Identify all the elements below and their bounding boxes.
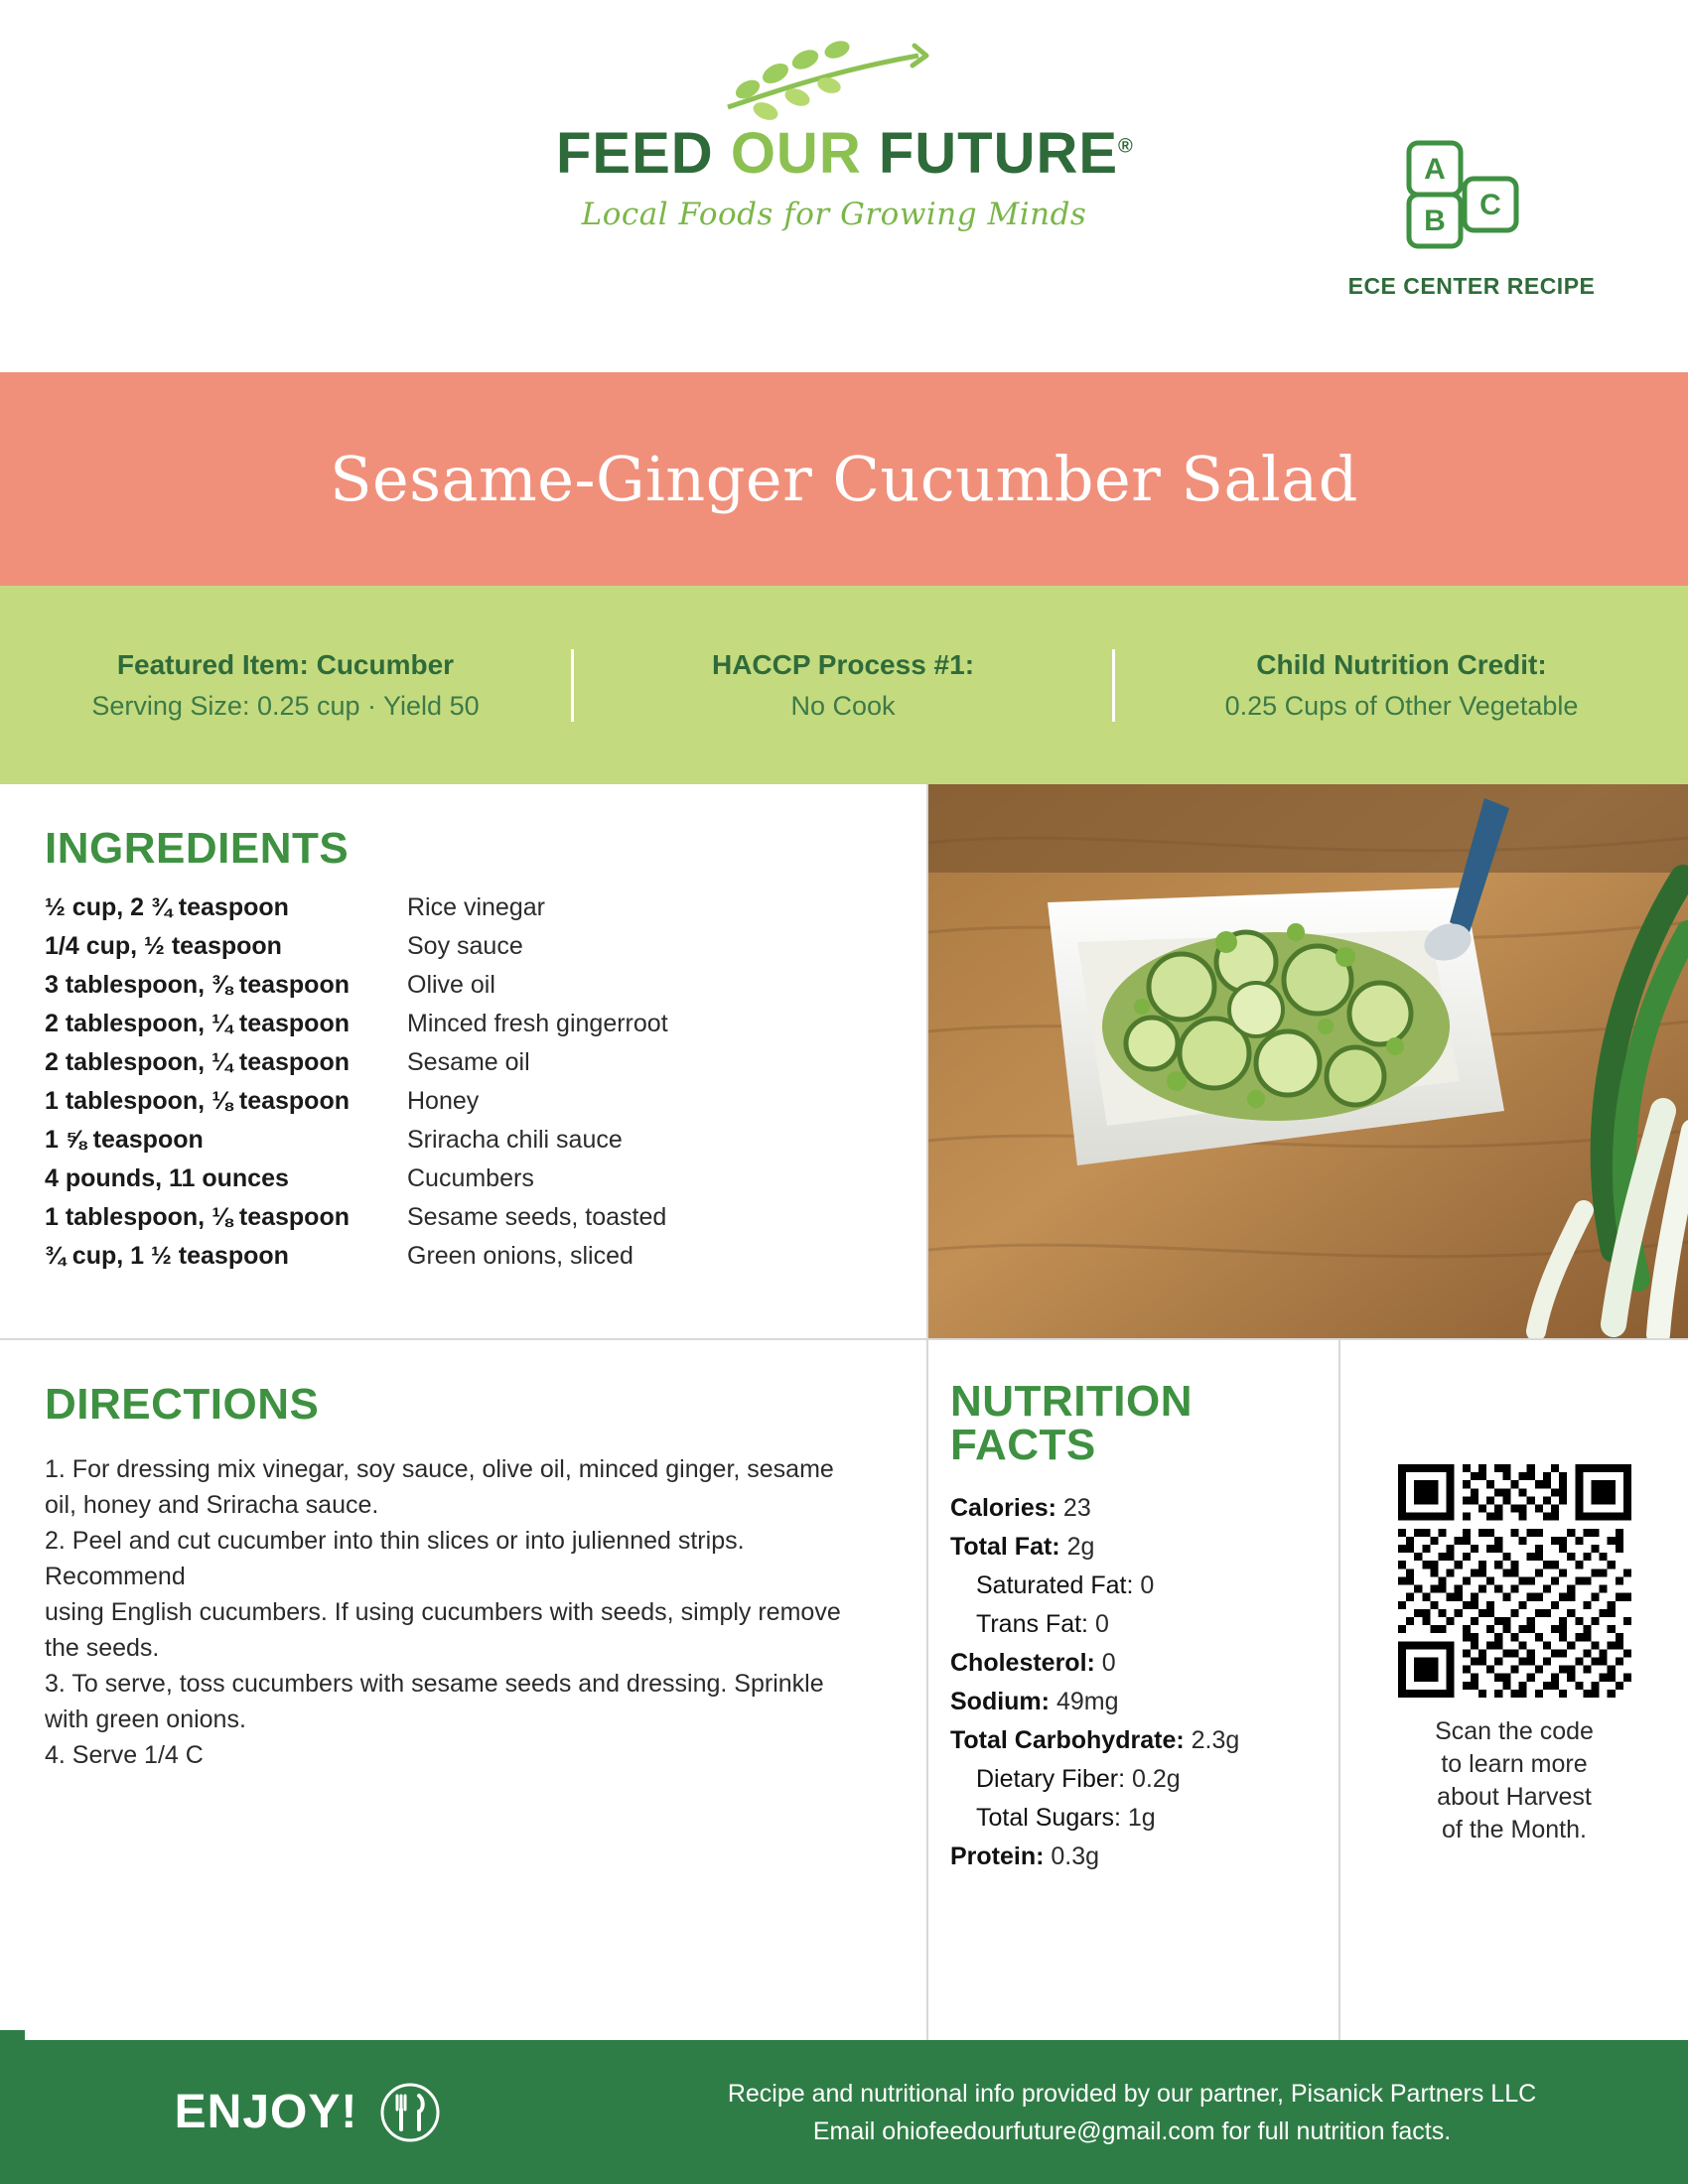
ece-center-badge (1333, 139, 1611, 300)
nutrition-row (950, 1760, 1340, 1799)
ingredient-quantity: 1 tablespoon, ⅛ teaspoon (45, 1203, 350, 1231)
nutrition-row (950, 1838, 1340, 1876)
footer-line-2: Email ohiofeedourfuture@gmail.com for full nutrition facts. (812, 2116, 1452, 2145)
cucumber-salad-photo (928, 784, 1688, 1338)
nutrition-label: Saturated Fat: (976, 1571, 1134, 1599)
ingredient-row (45, 934, 928, 959)
nutrition-row (950, 1489, 1340, 1528)
ingredient-name: Sriracha chili sauce (407, 1126, 623, 1154)
ingredients-and-photo (0, 784, 1688, 1340)
nutrition-section (928, 1340, 1340, 2040)
nutrition-value: 23 (1055, 1494, 1091, 1522)
nutrition-value: 49mg (1050, 1688, 1119, 1715)
ingredient-quantity: 2 tablespoon, ¼ teaspoon (45, 1048, 350, 1076)
directions-text: 1. For dressing mix vinegar, soy sauce, olive oil, minced ginger, sesame oil, honey and Sriracha sauce. 2. Peel and cut cucumber into thin slices or into julienned strips. Recommend using English cucumbers. If using cucumbers with seeds, simply remove the seeds. 3. To serve, toss cucumbers with sesame seeds and dressing. Sprinkle with green onions. 4. Serve 1/4 C (45, 1455, 841, 1769)
brand-title-feed: FEED (556, 121, 714, 186)
qr-code[interactable] (1398, 1464, 1631, 1698)
svg-text:A: A (1424, 153, 1446, 186)
nutrition-label: Trans Fat: (976, 1610, 1088, 1638)
ingredient-quantity: 1 ⅝ teaspoon (45, 1126, 204, 1154)
nutrition-label: Protein: (950, 1843, 1045, 1870)
ingredient-row (45, 1050, 928, 1075)
nutrition-label: Total Carbohydrate: (950, 1726, 1185, 1754)
recipe-info-strip (0, 586, 1688, 784)
nutrition-value: 0.2g (1125, 1765, 1181, 1793)
qr-code-image[interactable] (1398, 1464, 1631, 1698)
ingredient-name: Cucumbers (407, 1164, 534, 1192)
ingredients-list (45, 895, 928, 1269)
haccp-label: HACCP Process #1: (711, 648, 975, 680)
ingredient-name: Sesame oil (407, 1048, 530, 1076)
ingredient-name: Green onions, sliced (407, 1242, 633, 1270)
nutrition-facts-list (950, 1489, 1340, 1876)
abc-blocks-icon (1387, 139, 1556, 258)
nutrition-row (950, 1644, 1340, 1683)
ingredient-row (45, 1089, 928, 1114)
ingredient-quantity: 4 pounds, 11 ounces (45, 1164, 289, 1192)
nutrition-value: 0 (1088, 1610, 1109, 1638)
nutrition-value: 1g (1120, 1804, 1156, 1832)
ingredient-row (45, 1012, 928, 1036)
nutrition-value: 0 (1133, 1571, 1155, 1599)
ingredient-name: Minced fresh gingerroot (407, 1010, 668, 1037)
ingredient-quantity: 1 tablespoon, ⅛ teaspoon (45, 1087, 350, 1115)
nutrition-heading-line2: FACTS (950, 1421, 1096, 1469)
nutrition-value: 0 (1094, 1649, 1116, 1677)
ingredient-quantity: ¾ cup, 1 ½ teaspoon (45, 1242, 289, 1270)
footer-credit (616, 2075, 1688, 2150)
nutrition-row (950, 1605, 1340, 1644)
ingredients-section (0, 784, 928, 1338)
ingredient-name: Olive oil (407, 971, 495, 999)
haccp-detail: No Cook (790, 690, 896, 721)
nutrition-value: 2g (1059, 1533, 1095, 1561)
nutrition-heading-line1: NUTRITION (950, 1377, 1194, 1426)
nutrition-label: Dietary Fiber: (976, 1765, 1126, 1793)
haccp-cell (571, 649, 1112, 722)
nutrition-row (950, 1567, 1340, 1605)
ingredients-heading: INGREDIENTS (45, 824, 350, 873)
featured-item-cell (0, 649, 571, 722)
svg-text:B: B (1424, 205, 1446, 237)
recipe-title-bar (0, 372, 1688, 586)
fork-knife-icon (379, 2082, 441, 2143)
child-nutrition-cell (1112, 649, 1688, 722)
nutrition-label: Total Sugars: (976, 1804, 1121, 1832)
page-header (0, 0, 1688, 372)
page-footer (0, 2040, 1688, 2184)
ingredient-quantity: 2 tablespoon, ¼ teaspoon (45, 1010, 350, 1037)
nutrition-row (950, 1799, 1340, 1838)
nutrition-label: Cholesterol: (950, 1649, 1095, 1677)
nutrition-label: Sodium: (950, 1688, 1050, 1715)
ingredient-quantity: 1/4 cup, ½ teaspoon (45, 932, 282, 960)
nutrition-row (950, 1721, 1340, 1760)
nutrition-row (950, 1528, 1340, 1567)
directions-heading: DIRECTIONS (45, 1380, 320, 1429)
brand-logo (556, 30, 1134, 232)
brand-title-future: FUTURE (878, 121, 1119, 186)
nutrition-heading (950, 1377, 1340, 1469)
enjoy-block (0, 2082, 616, 2143)
ingredient-row (45, 1244, 928, 1269)
brand-title (556, 121, 1134, 186)
ingredient-row (45, 973, 928, 998)
featured-item-detail: Serving Size: 0.25 cup · Yield 50 (91, 690, 480, 721)
child-nutrition-label: Child Nutrition Credit: (1256, 648, 1547, 680)
enjoy-label: ENJOY! (174, 2086, 358, 2138)
qr-section (1340, 1340, 1688, 2040)
brand-title-our: OUR (730, 121, 862, 186)
ingredient-name: Soy sauce (407, 932, 523, 960)
ingredient-row (45, 1205, 928, 1230)
ingredient-row (45, 895, 928, 920)
page-title: Sesame-Ginger Cucumber Salad (330, 443, 1358, 515)
ingredient-row (45, 1128, 928, 1153)
directions-section (0, 1340, 928, 2040)
ingredient-name: Rice vinegar (407, 893, 545, 921)
nutrition-label: Total Fat: (950, 1533, 1060, 1561)
ingredient-quantity: 3 tablespoon, ⅜ teaspoon (45, 971, 350, 999)
nutrition-value: 2.3g (1184, 1726, 1240, 1754)
svg-text:C: C (1479, 189, 1501, 221)
ingredient-name: Honey (407, 1087, 480, 1115)
nutrition-label: Calories: (950, 1494, 1056, 1522)
ingredient-quantity: ½ cup, 2 ¾ teaspoon (45, 893, 289, 921)
directions-nutrition-row (0, 1340, 1688, 2040)
leaf-branch-icon (720, 30, 948, 124)
featured-item-label: Featured Item: Cucumber (116, 648, 455, 680)
ece-center-label: ECE CENTER RECIPE (1347, 273, 1596, 299)
ingredient-name: Sesame seeds, toasted (407, 1203, 667, 1231)
ingredient-row (45, 1166, 928, 1191)
registered-mark: ® (1118, 135, 1134, 158)
nutrition-value: 0.3g (1044, 1843, 1100, 1870)
nutrition-row (950, 1683, 1340, 1721)
qr-caption: Scan the code to learn more about Harvest of the Month. (1435, 1717, 1594, 1843)
recipe-photo (928, 784, 1688, 1338)
child-nutrition-detail: 0.25 Cups of Other Vegetable (1224, 690, 1579, 721)
footer-line-1: Recipe and nutritional info provided by our partner, Pisanick Partners LLC (727, 2079, 1537, 2108)
brand-tagline: Local Foods for Growing Minds (581, 196, 1087, 232)
